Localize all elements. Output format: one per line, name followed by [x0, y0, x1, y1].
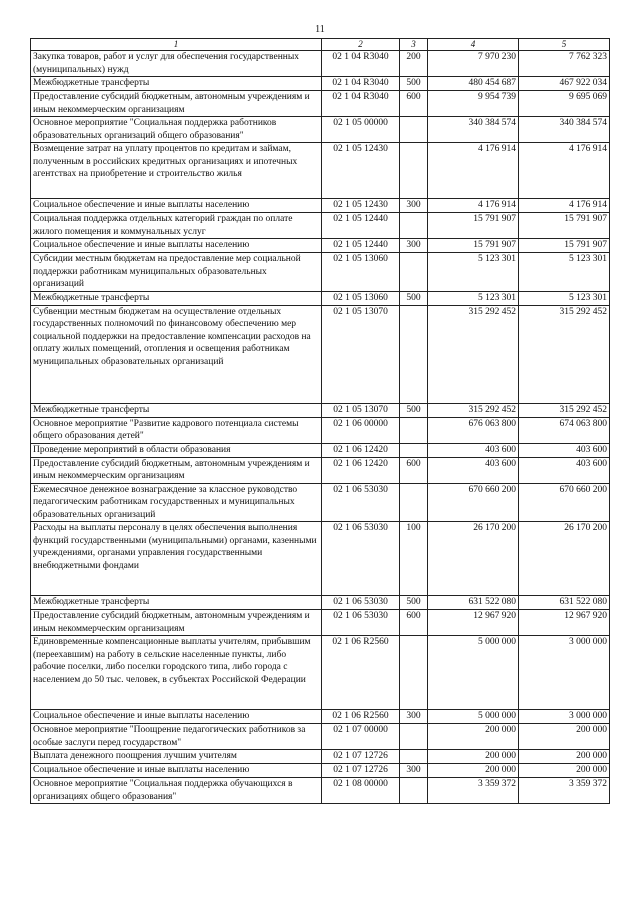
row-value-col4: 340 384 574	[428, 117, 519, 143]
table-row	[31, 291, 610, 305]
row-expense-type	[400, 443, 428, 457]
row-value-col4: 7 970 230	[428, 51, 519, 77]
row-value-col5: 670 660 200	[519, 483, 610, 522]
row-name: Предоставление субсидий бюджетным, автономным учреждениям и иным некоммерческим организациям	[31, 457, 322, 483]
table-header-row	[31, 39, 610, 51]
row-value-col5: 467 922 034	[519, 77, 610, 91]
table-row	[31, 636, 610, 710]
row-expense-type: 200	[400, 51, 428, 77]
table-row	[31, 750, 610, 764]
row-value-col5: 15 791 907	[519, 213, 610, 239]
row-code: 02 1 06 R2560	[322, 636, 400, 710]
row-value-col4: 4 176 914	[428, 199, 519, 213]
row-value-col4: 9 954 739	[428, 91, 519, 117]
row-value-col5: 5 123 301	[519, 291, 610, 305]
row-code: 02 1 07 12726	[322, 750, 400, 764]
row-code: 02 1 06 53030	[322, 596, 400, 610]
row-value-col4: 26 170 200	[428, 522, 519, 596]
row-value-col5: 12 967 920	[519, 610, 610, 636]
page-number: 11	[315, 24, 325, 35]
row-value-col4: 200 000	[428, 764, 519, 778]
row-name: Социальное обеспечение и иные выплаты населению	[31, 239, 322, 253]
row-name: Расходы на выплаты персоналу в целях обеспечения выполнения функций государственными (муниципальными) органами, казенными учреждениями, органами управления государственными внебюджетными фондами	[31, 522, 322, 596]
row-name: Основное мероприятие "Поощрение педагогических работников за особые заслуги перед государством"	[31, 724, 322, 750]
row-value-col4: 200 000	[428, 724, 519, 750]
table-row	[31, 253, 610, 292]
table-row	[31, 522, 610, 596]
row-value-col4: 5 123 301	[428, 291, 519, 305]
row-expense-type: 600	[400, 610, 428, 636]
table-row	[31, 778, 610, 804]
table-row	[31, 77, 610, 91]
row-code: 02 1 05 13060	[322, 291, 400, 305]
row-value-col4: 200 000	[428, 750, 519, 764]
row-name: Социальная поддержка отдельных категорий граждан по оплате жилого помещения и коммунальных услуг	[31, 213, 322, 239]
row-expense-type	[400, 305, 428, 403]
row-code: 02 1 06 12420	[322, 443, 400, 457]
row-expense-type: 500	[400, 291, 428, 305]
row-code: 02 1 05 12440	[322, 239, 400, 253]
row-code: 02 1 05 12430	[322, 143, 400, 199]
column-header: 3	[400, 39, 428, 51]
table-row	[31, 51, 610, 77]
row-value-col5: 200 000	[519, 750, 610, 764]
table-row	[31, 610, 610, 636]
row-code: 02 1 05 12430	[322, 199, 400, 213]
row-expense-type	[400, 213, 428, 239]
column-header: 2	[322, 39, 400, 51]
column-header: 4	[428, 39, 519, 51]
row-value-col4: 5 000 000	[428, 710, 519, 724]
row-expense-type: 500	[400, 77, 428, 91]
row-value-col5: 15 791 907	[519, 239, 610, 253]
row-value-col4: 15 791 907	[428, 213, 519, 239]
row-expense-type	[400, 417, 428, 443]
row-expense-type	[400, 117, 428, 143]
column-header: 5	[519, 39, 610, 51]
row-name: Межбюджетные трансферты	[31, 291, 322, 305]
row-expense-type: 500	[400, 596, 428, 610]
row-expense-type	[400, 724, 428, 750]
table-row	[31, 724, 610, 750]
row-code: 02 1 08 00000	[322, 778, 400, 804]
row-code: 02 1 04 R3040	[322, 51, 400, 77]
row-name: Основное мероприятие "Социальная поддержка работников образовательных организаций общего образования"	[31, 117, 322, 143]
row-value-col4: 12 967 920	[428, 610, 519, 636]
row-code: 02 1 05 13070	[322, 403, 400, 417]
row-name: Социальное обеспечение и иные выплаты населению	[31, 764, 322, 778]
row-value-col5: 403 600	[519, 443, 610, 457]
row-name: Ежемесячное денежное вознаграждение за классное руководство педагогическим работникам государственных и муниципальных образовательных организаций	[31, 483, 322, 522]
table-row	[31, 483, 610, 522]
row-name: Единовременные компенсационные выплаты учителям, прибывшим (переехавшим) на работу в сельские населенные пункты, либо рабочие поселки, либо поселки городского типа, либо города с населением до 50 тыс. человек, в субъектах Российской Федерации	[31, 636, 322, 710]
row-expense-type	[400, 750, 428, 764]
row-expense-type: 600	[400, 91, 428, 117]
row-value-col5: 5 123 301	[519, 253, 610, 292]
row-code: 02 1 06 R2560	[322, 710, 400, 724]
row-value-col4: 315 292 452	[428, 403, 519, 417]
row-name: Проведение мероприятий в области образования	[31, 443, 322, 457]
table-row	[31, 443, 610, 457]
row-value-col4: 670 660 200	[428, 483, 519, 522]
budget-table	[30, 38, 610, 804]
row-value-col5: 3 359 372	[519, 778, 610, 804]
row-expense-type: 300	[400, 239, 428, 253]
row-value-col5: 674 063 800	[519, 417, 610, 443]
row-value-col5: 3 000 000	[519, 710, 610, 724]
row-value-col5: 200 000	[519, 764, 610, 778]
row-value-col4: 631 522 080	[428, 596, 519, 610]
row-code: 02 1 05 13060	[322, 253, 400, 292]
column-header: 1	[31, 39, 322, 51]
row-value-col4: 3 359 372	[428, 778, 519, 804]
row-value-col4: 5 000 000	[428, 636, 519, 710]
row-expense-type: 500	[400, 403, 428, 417]
row-code: 02 1 07 12726	[322, 764, 400, 778]
row-name: Субсидии местным бюджетам на предоставление мер социальной поддержки работникам муниципальных образовательных организаций	[31, 253, 322, 292]
row-value-col4: 480 454 687	[428, 77, 519, 91]
row-name: Межбюджетные трансферты	[31, 77, 322, 91]
row-code: 02 1 06 53030	[322, 483, 400, 522]
row-code: 02 1 05 12440	[322, 213, 400, 239]
row-value-col5: 340 384 574	[519, 117, 610, 143]
row-expense-type	[400, 778, 428, 804]
row-value-col5: 315 292 452	[519, 403, 610, 417]
table-row	[31, 596, 610, 610]
row-name: Основное мероприятие "Социальная поддержка обучающихся в организациях общего образования"	[31, 778, 322, 804]
row-name: Возмещение затрат на уплату процентов по кредитам и займам, полученным в российских кредитных организациях и ипотечных агентствах на приобретение и строительство жилья	[31, 143, 322, 199]
row-name: Закупка товаров, работ и услуг для обеспечения государственных (муниципальных) нужд	[31, 51, 322, 77]
row-expense-type: 100	[400, 522, 428, 596]
row-code: 02 1 04 R3040	[322, 91, 400, 117]
row-expense-type: 300	[400, 710, 428, 724]
row-expense-type	[400, 143, 428, 199]
row-value-col4: 676 063 800	[428, 417, 519, 443]
row-name: Предоставление субсидий бюджетным, автономным учреждениям и иным некоммерческим организациям	[31, 91, 322, 117]
table-row	[31, 199, 610, 213]
row-value-col5: 3 000 000	[519, 636, 610, 710]
row-name: Межбюджетные трансферты	[31, 596, 322, 610]
row-value-col5: 4 176 914	[519, 199, 610, 213]
table-row	[31, 305, 610, 403]
row-code: 02 1 06 12420	[322, 457, 400, 483]
row-code: 02 1 06 53030	[322, 522, 400, 596]
row-expense-type	[400, 253, 428, 292]
table-row	[31, 117, 610, 143]
row-value-col4: 5 123 301	[428, 253, 519, 292]
row-code: 02 1 07 00000	[322, 724, 400, 750]
table-row	[31, 417, 610, 443]
row-code: 02 1 06 00000	[322, 417, 400, 443]
row-name: Основное мероприятие "Развитие кадрового потенциала системы общего образования детей"	[31, 417, 322, 443]
row-name: Субвенции местным бюджетам на осуществление отдельных государственных полномочий по финансовому обеспечению мер социальной поддержки на предоставление компенсации расходов на оплату жилых помещений, отопления и освещения работникам муниципальных образовательных организаций	[31, 305, 322, 403]
table-row	[31, 239, 610, 253]
table-row	[31, 213, 610, 239]
table-row	[31, 91, 610, 117]
row-name: Предоставление субсидий бюджетным, автономным учреждениям и иным некоммерческим организациям	[31, 610, 322, 636]
row-value-col4: 315 292 452	[428, 305, 519, 403]
row-expense-type: 300	[400, 199, 428, 213]
row-expense-type	[400, 636, 428, 710]
row-value-col5: 200 000	[519, 724, 610, 750]
row-expense-type: 600	[400, 457, 428, 483]
row-value-col4: 403 600	[428, 457, 519, 483]
row-code: 02 1 05 13070	[322, 305, 400, 403]
row-code: 02 1 05 00000	[322, 117, 400, 143]
table-row	[31, 143, 610, 199]
row-name: Межбюджетные трансферты	[31, 403, 322, 417]
row-code: 02 1 06 53030	[322, 610, 400, 636]
table-row	[31, 403, 610, 417]
row-expense-type: 300	[400, 764, 428, 778]
row-name: Социальное обеспечение и иные выплаты населению	[31, 199, 322, 213]
row-value-col5: 7 762 323	[519, 51, 610, 77]
row-value-col4: 4 176 914	[428, 143, 519, 199]
table-row	[31, 764, 610, 778]
table-row	[31, 710, 610, 724]
row-value-col4: 15 791 907	[428, 239, 519, 253]
row-value-col4: 403 600	[428, 443, 519, 457]
row-value-col5: 403 600	[519, 457, 610, 483]
row-value-col5: 315 292 452	[519, 305, 610, 403]
table-row	[31, 457, 610, 483]
row-value-col5: 631 522 080	[519, 596, 610, 610]
row-expense-type	[400, 483, 428, 522]
row-value-col5: 9 695 069	[519, 91, 610, 117]
row-name: Социальное обеспечение и иные выплаты населению	[31, 710, 322, 724]
row-value-col5: 4 176 914	[519, 143, 610, 199]
row-name: Выплата денежного поощрения лучшим учителям	[31, 750, 322, 764]
row-code: 02 1 04 R3040	[322, 77, 400, 91]
row-value-col5: 26 170 200	[519, 522, 610, 596]
